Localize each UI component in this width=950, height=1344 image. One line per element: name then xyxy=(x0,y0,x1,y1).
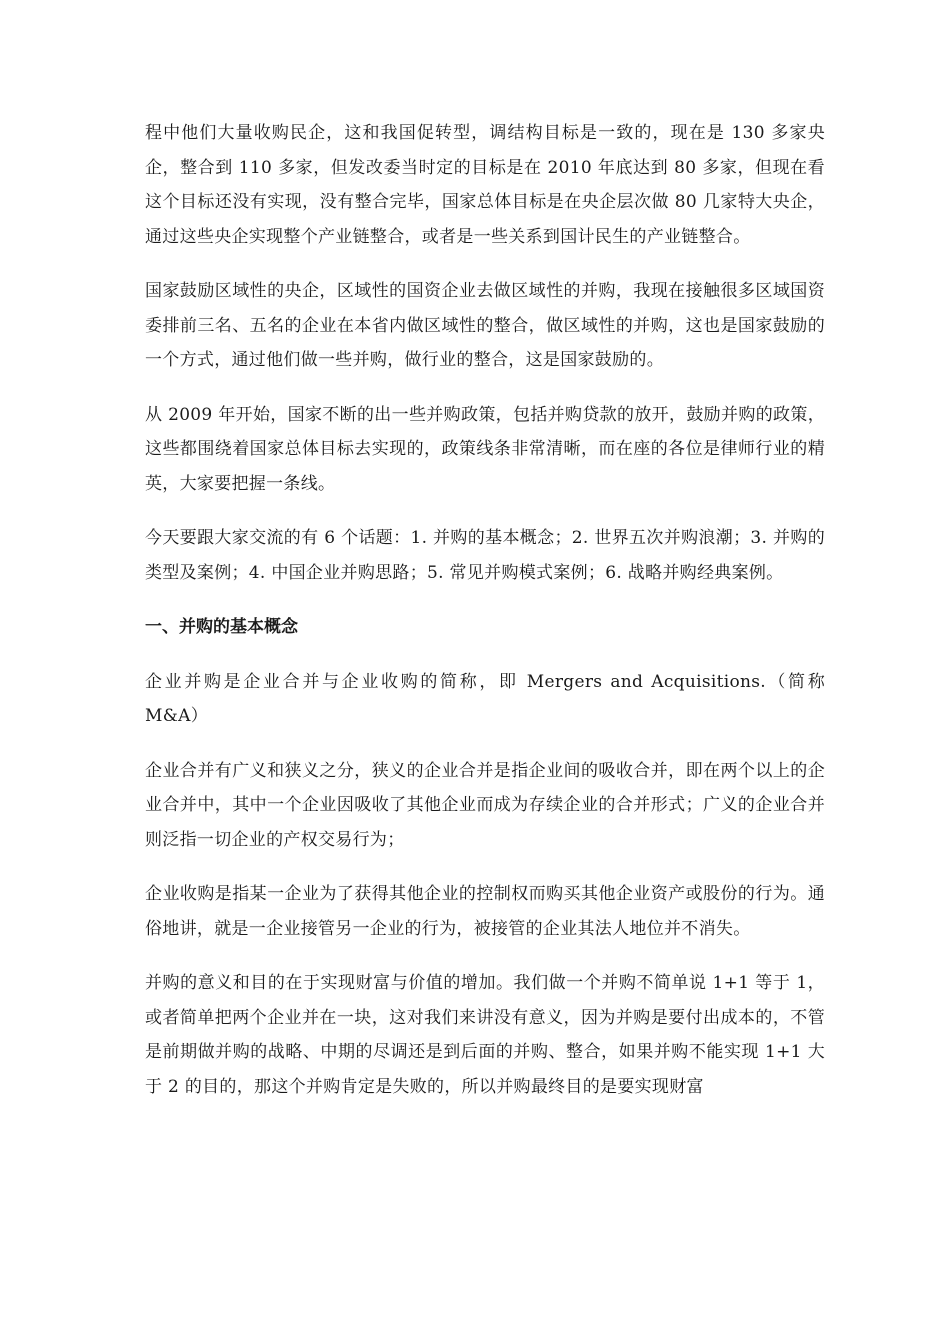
paragraph-central-soe-integration: 程中他们大量收购民企，这和我国促转型，调结构目标是一致的，现在是 130 多家央企，整合到 110 多家，但发改委当时定的目标是在 2010 年底达到 80 多家，但现在看这个目标还没有实现，没有整合完毕，国家总体目标是在央企层次做 80 几家特大央企，通过这些央企实现整个产业链整合，或者是一些关系到国计民生的产业链整合。 xyxy=(145,123,825,247)
paragraph-merger-definition: 企业合并有广义和狭义之分，狭义的企业合并是指企业间的吸收合并，即在两个以上的企业合并中，其中一个企业因吸收了其他企业而成为存续企业的合并形式；广义的企业合并则泛指一切企业的产权交易行为； xyxy=(145,760,825,850)
paragraph-acquisition-definition: 企业收购是指某一企业为了获得其他企业的控制权而购买其他企业资产或股份的行为。通俗地讲，就是一企业接管另一企业的行为，被接管的企业其法人地位并不消失。 xyxy=(145,884,825,939)
paragraph-topics-list: 今天要跟大家交流的有 6 个话题：1. 并购的基本概念；2. 世界五次并购浪潮；3. 并购的类型及案例；4. 中国企业并购思路；5. 常见并购模式案例；6. 战略并购经典案例。 xyxy=(145,528,825,583)
paragraph-merger-policy: 从 2009 年开始，国家不断的出一些并购政策，包括并购贷款的放开，鼓励并购的政策，这些都围绕着国家总体目标去实现的，政策线条非常清晰，而在座的各位是律师行业的精英，大家要把握一条线。 xyxy=(145,404,825,494)
section-heading: 一、并购的基本概念 xyxy=(145,617,298,637)
document-body xyxy=(145,116,825,1124)
paragraph-regional-mergers: 国家鼓励区域性的央企，区域性的国资企业去做区域性的并购，我现在接触很多区域国资委排前三名、五名的企业在本省内做区域性的整合，做区域性的并购，这也是国家鼓励的一个方式，通过他们做一些并购，做行业的整合，这是国家鼓励的。 xyxy=(145,281,825,370)
paragraph-merger-purpose: 并购的意义和目的在于实现财富与价值的增加。我们做一个并购不简单说 1+1 等于 1，或者简单把两个企业并在一块，这对我们来讲没有意义，因为并购是要付出成本的，不管是前期做并购的战略、中期的尽调还是到后面的并购、整合，如果并购不能实现 1+1 大于 2 的目的，那这个并购肯定是失败的，所以并购最终目的是要实现财富 xyxy=(145,973,825,1097)
paragraph-ma-definition: 企业并购是企业合并与企业收购的简称，即 Mergers and Acquisitions.（简称 M&A） xyxy=(145,671,825,726)
